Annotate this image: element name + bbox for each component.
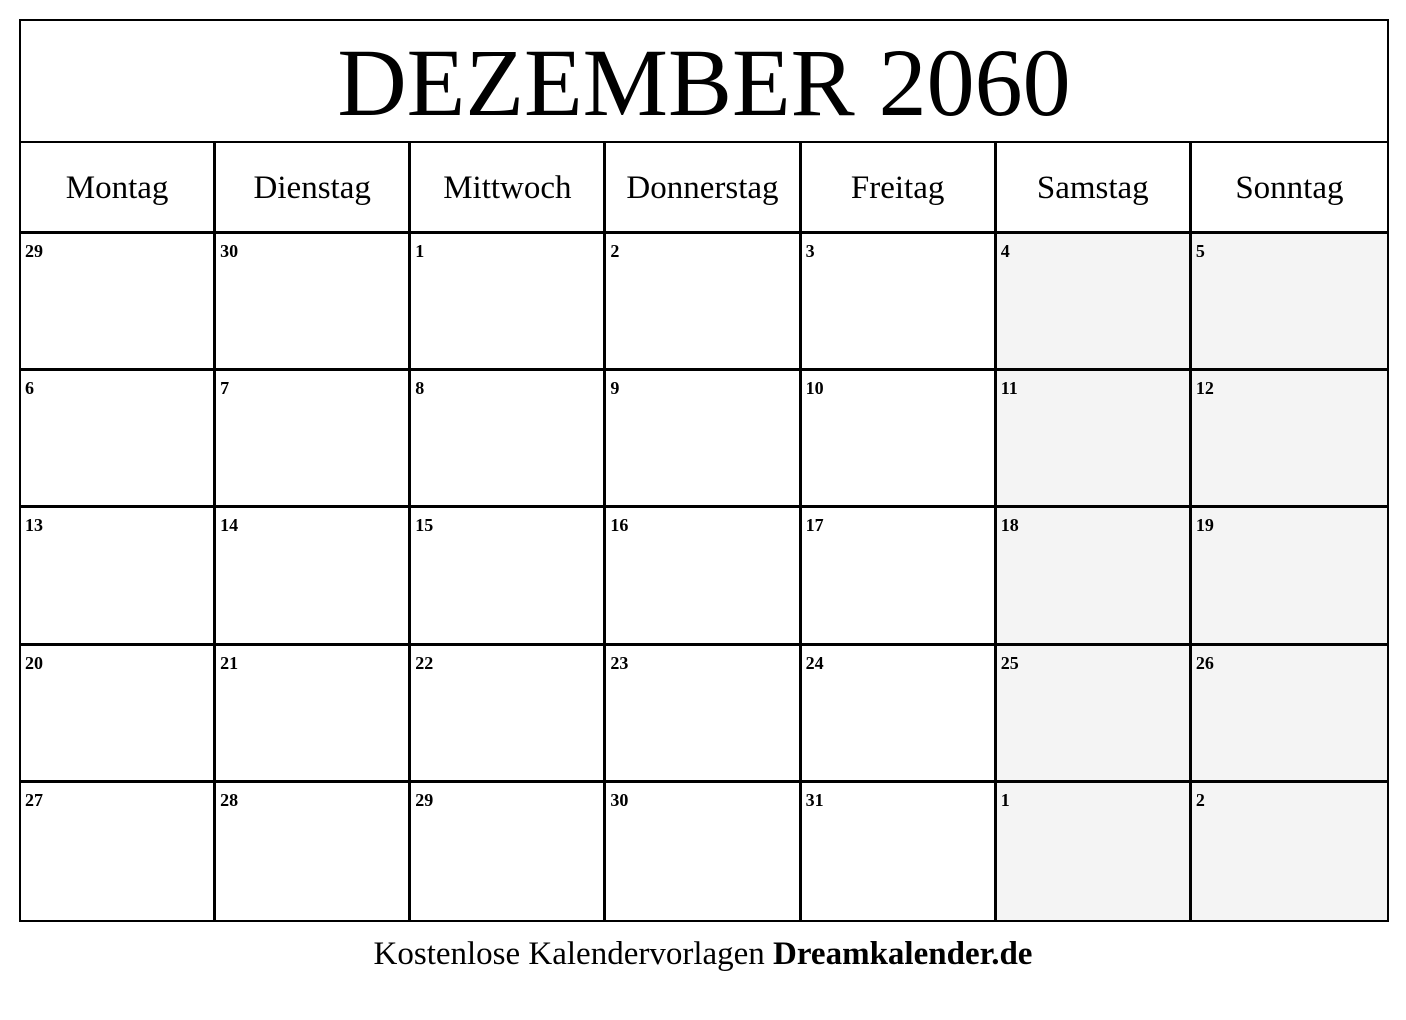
day-number: 23	[610, 652, 629, 673]
day-number: 25	[1000, 652, 1019, 673]
day-cell[interactable]	[606, 234, 801, 371]
day-cell[interactable]	[1192, 234, 1387, 371]
day-cell[interactable]	[997, 371, 1192, 508]
calendar	[19, 19, 1389, 922]
day-number: 24	[805, 652, 824, 673]
day-cell[interactable]	[1192, 508, 1387, 645]
day-cell[interactable]	[802, 783, 997, 920]
day-number: 11	[1000, 378, 1018, 399]
day-number: 15	[415, 515, 434, 536]
weekday-header: Montag	[21, 143, 216, 234]
day-cell[interactable]	[216, 508, 411, 645]
day-cell[interactable]	[411, 783, 606, 920]
day-cell[interactable]	[411, 234, 606, 371]
weekday-header: Samstag	[997, 143, 1192, 234]
weekday-header: Dienstag	[216, 143, 411, 234]
day-number: 13	[25, 515, 43, 536]
day-cell[interactable]	[802, 234, 997, 371]
day-cell[interactable]	[21, 646, 216, 783]
day-number: 18	[1000, 515, 1019, 536]
day-number: 4	[1000, 241, 1010, 261]
day-number: 5	[1195, 241, 1205, 261]
day-cell[interactable]	[21, 783, 216, 920]
day-number: 7	[220, 378, 230, 399]
day-cell[interactable]	[411, 371, 606, 508]
day-number: 8	[415, 378, 425, 399]
day-cell[interactable]	[411, 646, 606, 783]
footer	[0, 936, 1406, 973]
day-cell[interactable]	[411, 508, 606, 645]
title-bar	[21, 21, 1387, 143]
day-cell[interactable]	[21, 234, 216, 371]
day-number: 14	[220, 515, 239, 536]
day-number: 16	[610, 515, 629, 536]
day-number: 6	[25, 378, 34, 399]
day-number: 21	[220, 652, 239, 673]
day-number: 2	[610, 241, 620, 261]
day-cell[interactable]	[21, 371, 216, 508]
day-cell[interactable]	[216, 646, 411, 783]
day-cell[interactable]	[802, 646, 997, 783]
day-cell[interactable]	[997, 646, 1192, 783]
footer-text: Kostenlose Kalendervorlagen	[373, 936, 774, 972]
day-number: 1	[1000, 789, 1010, 810]
day-number: 28	[220, 789, 239, 810]
day-number: 31	[805, 789, 824, 810]
weekday-header: Donnerstag	[606, 143, 801, 234]
day-number: 27	[25, 789, 43, 810]
day-number: 29	[25, 241, 43, 261]
day-number: 20	[25, 652, 43, 673]
day-cell[interactable]	[216, 371, 411, 508]
day-cell[interactable]	[606, 371, 801, 508]
weekday-header: Sonntag	[1192, 143, 1387, 234]
day-number: 12	[1195, 378, 1214, 399]
day-cell[interactable]	[802, 371, 997, 508]
day-number: 30	[220, 241, 239, 261]
day-number: 17	[805, 515, 824, 536]
day-cell[interactable]	[606, 646, 801, 783]
day-cell[interactable]	[606, 508, 801, 645]
day-cell[interactable]	[216, 234, 411, 371]
day-cell[interactable]	[606, 783, 801, 920]
day-cell[interactable]	[997, 234, 1192, 371]
day-cell[interactable]	[802, 508, 997, 645]
day-cell[interactable]	[997, 783, 1192, 920]
day-number: 9	[610, 378, 620, 399]
weekday-header: Mittwoch	[411, 143, 606, 234]
weekday-header: Freitag	[802, 143, 997, 234]
day-number: 10	[805, 378, 824, 399]
day-number: 19	[1195, 515, 1214, 536]
day-cell[interactable]	[1192, 783, 1387, 920]
day-number: 2	[1195, 789, 1205, 810]
day-number: 3	[805, 241, 815, 261]
day-number: 26	[1195, 652, 1214, 673]
day-cell[interactable]	[1192, 371, 1387, 508]
day-number: 30	[610, 789, 629, 810]
calendar-title: DEZEMBER 2060	[337, 29, 1071, 136]
footer-brand-link[interactable]: Dreamkalender.de	[773, 936, 1033, 972]
day-cell[interactable]	[1192, 646, 1387, 783]
calendar-grid	[21, 143, 1387, 920]
day-cell[interactable]	[21, 508, 216, 645]
day-number: 29	[415, 789, 434, 810]
day-cell[interactable]	[216, 783, 411, 920]
day-cell[interactable]	[997, 508, 1192, 645]
day-number: 22	[415, 652, 434, 673]
day-number: 1	[415, 241, 425, 261]
